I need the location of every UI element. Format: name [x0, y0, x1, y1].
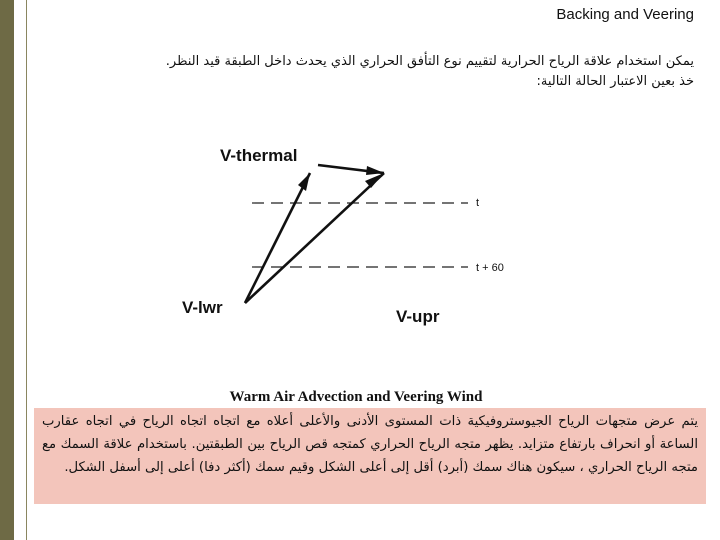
v-lwr-vector — [245, 173, 310, 303]
label-v-lwr: V-lwr — [182, 298, 223, 317]
intro-text — [40, 52, 694, 92]
v-lwr-arrowhead — [298, 173, 310, 191]
figure-caption: Warm Air Advection and Veering Wind — [229, 389, 483, 405]
intro-line-2: خذ بعين الاعتبار الحالة التالية: — [536, 74, 694, 89]
v-upr-arrowhead — [365, 173, 384, 188]
intro-line-1: يمكن استخدام علاقة الرياح الحرارية لتقييم نوع التأفق الحراري الذي يحدث داخل الطبقة قيد النظر. — [165, 54, 694, 69]
v-upr-vector — [245, 173, 384, 303]
slide-title: Backing and Veering — [556, 6, 694, 23]
veering-diagram — [160, 107, 552, 383]
label-t-plus-60: t + 60 — [476, 262, 504, 274]
label-v-upr: V-upr — [396, 307, 440, 326]
left-accent-bar — [0, 0, 14, 540]
left-accent-line — [26, 0, 27, 540]
label-t: t — [476, 197, 480, 209]
vector-diagram-svg — [160, 107, 552, 383]
label-v-thermal: V-thermal — [220, 146, 298, 165]
summary-box: يتم عرض متجهات الرياح الجيوستروفيكية ذات المستوى الأدنى والأعلى أعلاه مع اتجاه اتجاه الرياح في اتجاه عقارب الساعة أو انحراف بارتفاع متزايد. يظهر متجه الرياح الحراري كمتجه قص الرياح بين الطبقتين. باستخدام علاقة السمك مع متجه الرياح الحراري ، سيكون هناك سمك (أبرد) أقل إلى أعلى الشكل وقيم سمك (أكثر دفا) أعلى إلى أسفل الشكل. — [34, 408, 706, 504]
